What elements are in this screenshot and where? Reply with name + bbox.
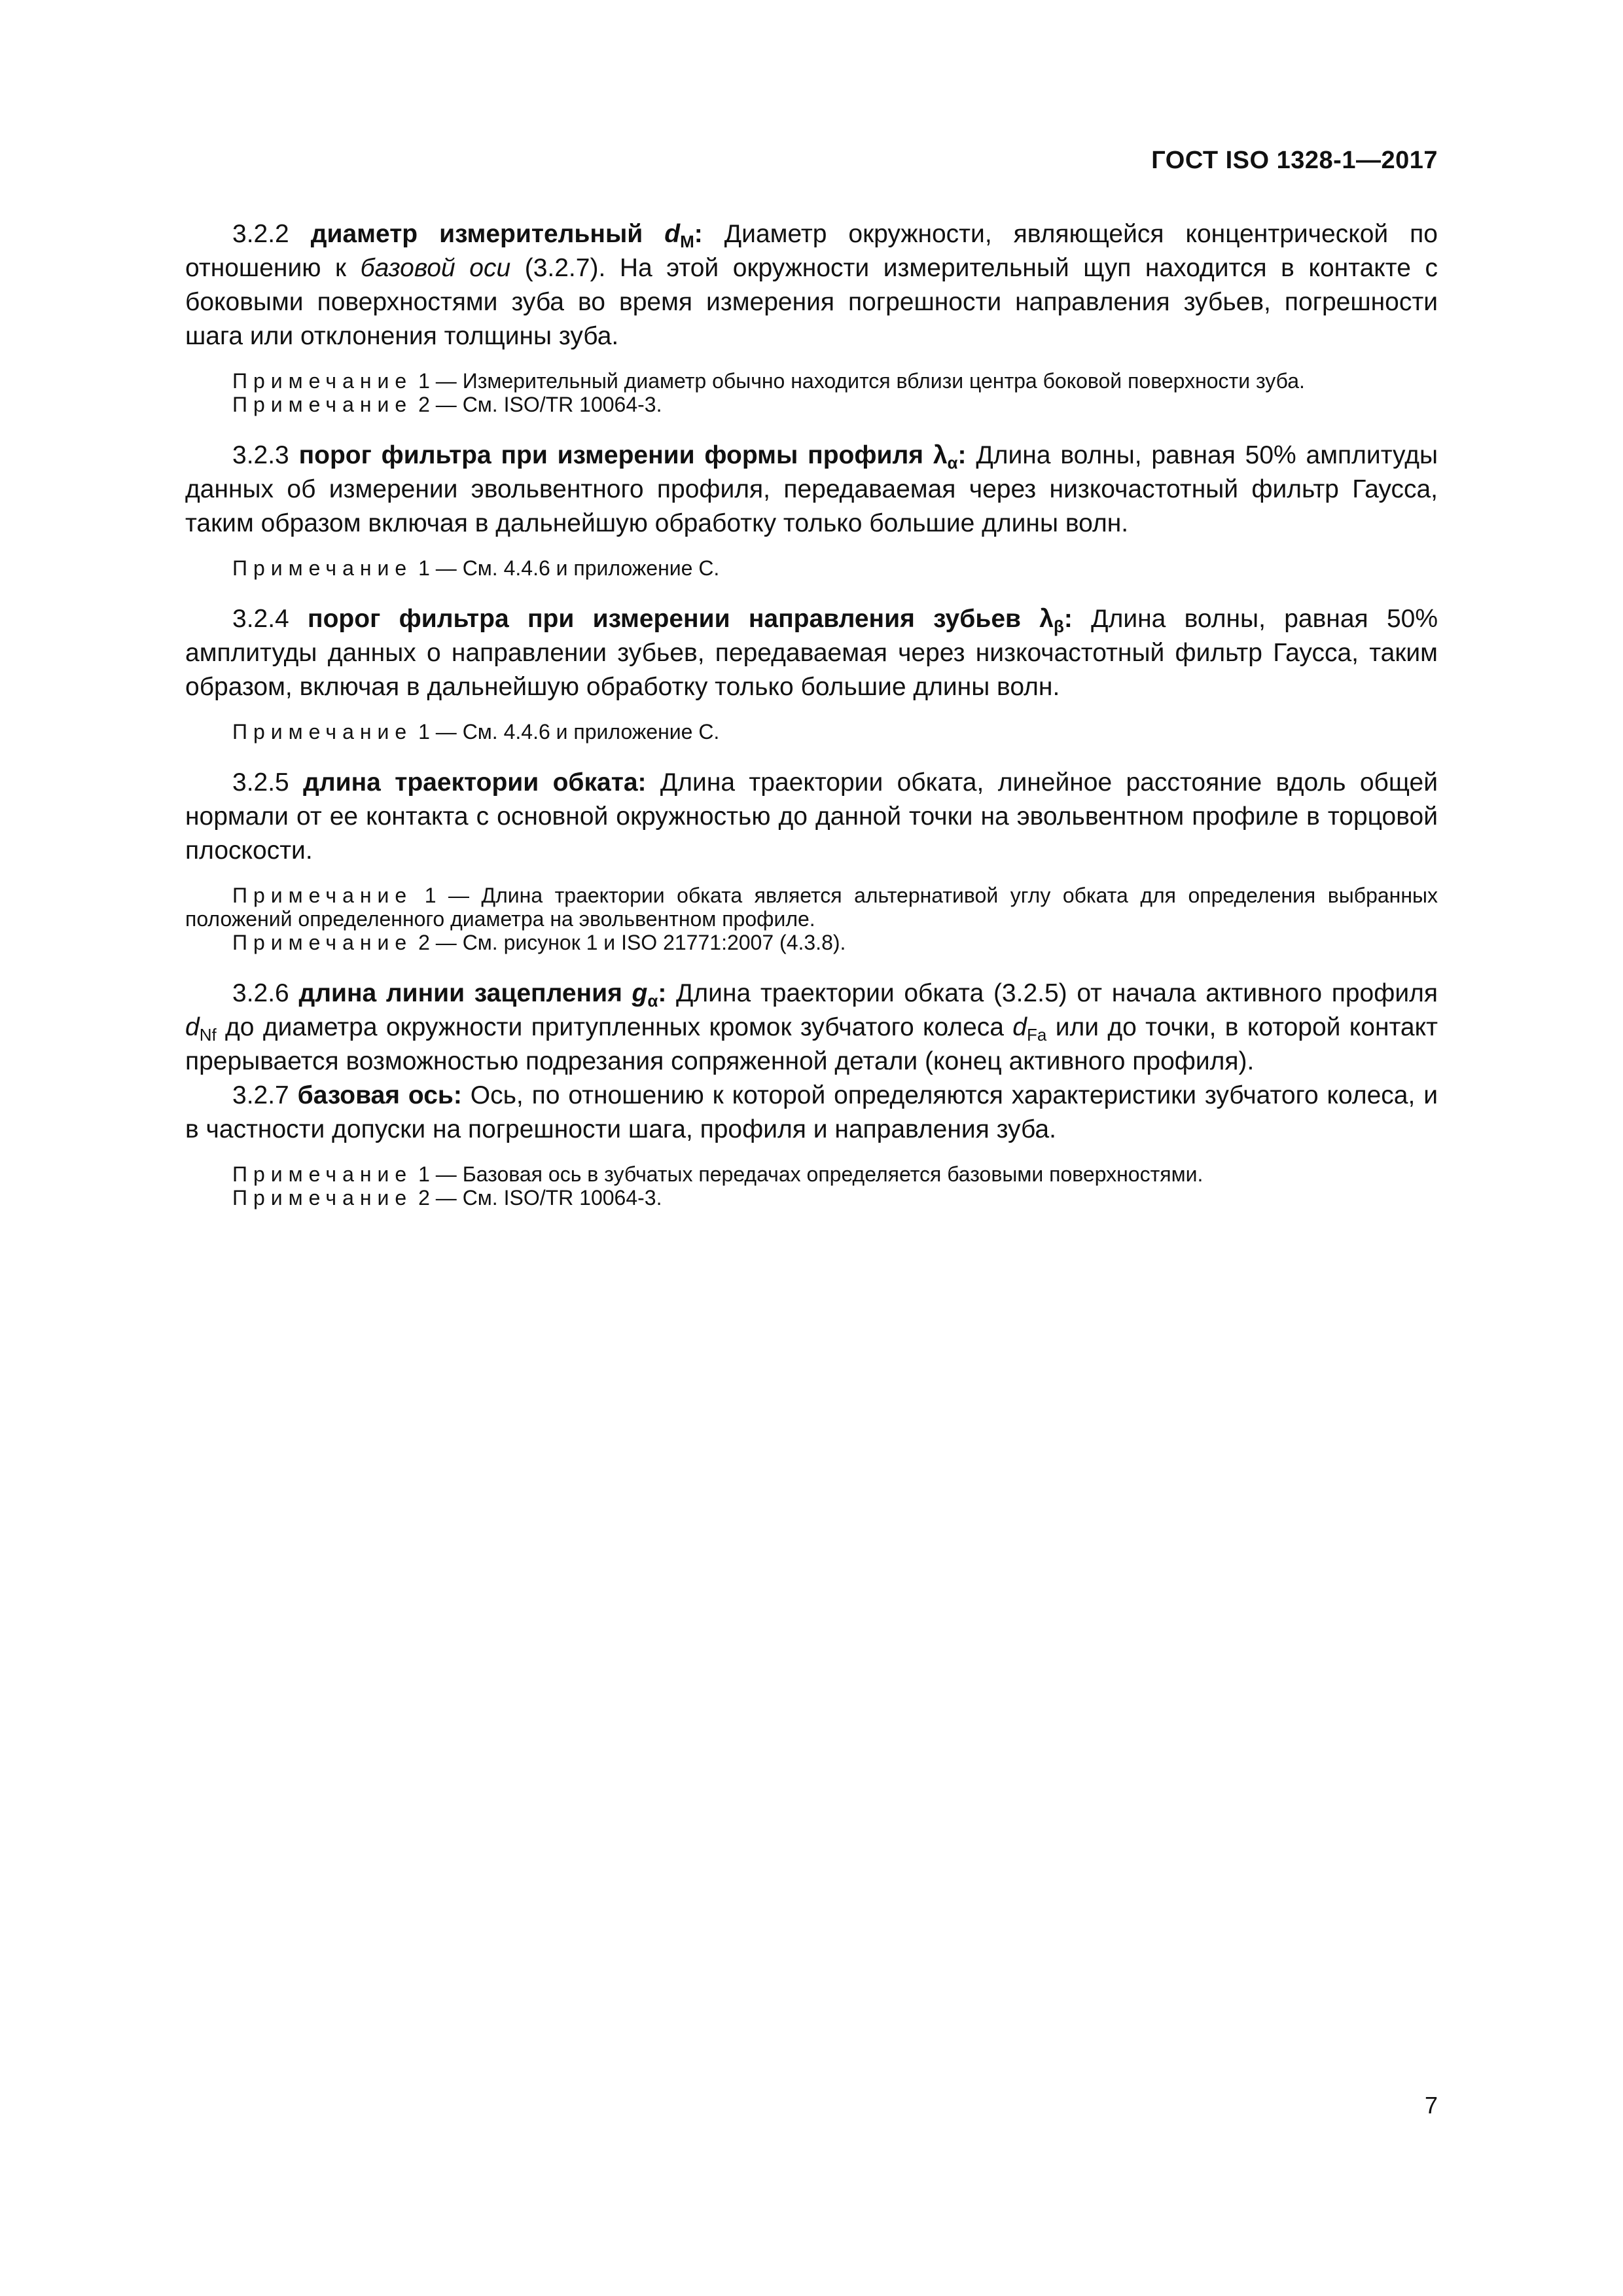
note-text: 2 — См. ISO/TR 10064-3.	[412, 393, 662, 416]
note-label: Примечание	[232, 1162, 413, 1186]
note-text: 1 — Базовая ось в зубчатых передачах определяется базовыми поверхностями.	[412, 1162, 1204, 1186]
term-definition: Длина волны, равная 50% амплитуды данных о направлении зубьев, передаваемая через низкочастотный фильтр Гаусса, таким образом, включая в дальнейшую обработку только большие длины волн.	[185, 605, 1438, 701]
notes-3-2-4	[185, 720, 1438, 744]
term-symbol-subscript: M	[680, 232, 694, 251]
term-symbol-subscript: β	[1053, 617, 1064, 636]
term-definition-continued: (3.2.7). На этой окружности измерительный щуп находится в контакте с боковыми поверхностями зуба во время измерения погрешности направления зубьев, погрешности шага или отклонения толщины зуба.	[185, 254, 1438, 350]
term-3-2-3	[185, 439, 1438, 541]
term-definition: Длина траектории обката (3.2.5) от начала активного профиля	[666, 979, 1438, 1007]
term-title: порог фильтра при измерении формы профиля	[298, 441, 933, 469]
note	[185, 931, 1438, 954]
notes-3-2-2	[185, 369, 1438, 416]
term-3-2-4	[185, 602, 1438, 704]
term-colon: :	[1063, 605, 1073, 633]
note	[185, 884, 1438, 931]
note-label: Примечание	[232, 720, 413, 744]
term-symbol: d	[664, 220, 681, 248]
note-label: Примечание	[232, 393, 413, 416]
term-number: 3.2.6	[232, 979, 299, 1007]
term-symbol: g	[632, 979, 648, 1007]
symbol-d-nf-subscript: Nf	[199, 1025, 217, 1045]
symbol-d-fa: d	[1012, 1013, 1027, 1041]
note-text: 1 — Измерительный диаметр обычно находится вблизи центра боковой поверхности зуба.	[412, 369, 1305, 393]
term-definition-end: или до точки, в которой контакт прерывается возможностью подрезания сопряженной детали (конец активного профиля).	[185, 1013, 1438, 1075]
term-number: 3.2.3	[232, 441, 299, 469]
note	[185, 393, 1438, 416]
term-title: длина траектории обката:	[303, 768, 647, 797]
term-number: 3.2.2	[232, 220, 311, 248]
term-colon: :	[694, 220, 703, 248]
term-title: порог фильтра при измерении направления зубьев	[308, 605, 1040, 633]
term-symbol-subscript: α	[647, 991, 658, 1011]
note-label: Примечание	[232, 1186, 413, 1210]
page-number: 7	[1424, 2092, 1438, 2119]
note	[185, 556, 1438, 580]
term-definition-continued: до диаметра окружности притупленных кромок зубчатого колеса	[216, 1013, 1013, 1041]
note	[185, 1186, 1438, 1210]
term-3-2-2	[185, 217, 1438, 353]
notes-3-2-3	[185, 556, 1438, 580]
term-3-2-5	[185, 766, 1438, 868]
note	[185, 369, 1438, 393]
term-definition: Диаметр окружности, являющейся концентрической по отношению к	[185, 220, 1438, 282]
symbol-d-nf: d	[185, 1013, 200, 1041]
term-symbol: λ	[1039, 605, 1054, 633]
notes-3-2-7	[185, 1162, 1438, 1210]
note-label: Примечание	[232, 369, 413, 393]
note-text: 1 — См. 4.4.6 и приложение С.	[412, 556, 720, 580]
note	[185, 1162, 1438, 1186]
note-label: Примечание	[232, 931, 413, 954]
term-number: 3.2.7	[232, 1081, 298, 1109]
term-definition: Длина траектории обката, линейное расстояние вдоль общей нормали от ее контакта с основной окружностью до данной точки на эвольвентном профиле в торцовой плоскости.	[185, 768, 1438, 865]
term-symbol: λ	[933, 441, 948, 469]
term-3-2-7	[185, 1079, 1438, 1147]
note-text: 2 — См. рисунок 1 и ISO 21771:2007 (4.3.8).	[412, 931, 846, 954]
document-body	[185, 217, 1438, 1232]
term-reference-italic: базовой оси	[360, 254, 511, 282]
term-definition: Длина волны, равная 50% амплитуды данных об измерении эвольвентного профиля, передаваемая через низкочастотный фильтр Гаусса, таким образом включая в дальнейшую обработку только большие длины волн.	[185, 441, 1438, 537]
term-symbol-subscript: α	[947, 453, 958, 473]
term-number: 3.2.4	[232, 605, 308, 633]
term-title: базовая ось:	[297, 1081, 462, 1109]
term-number: 3.2.5	[232, 768, 304, 797]
note-label: Примечание	[232, 556, 413, 580]
term-title: диаметр измерительный	[310, 220, 665, 248]
note	[185, 720, 1438, 744]
notes-3-2-5	[185, 884, 1438, 954]
note-text: 2 — См. ISO/TR 10064-3.	[412, 1186, 662, 1210]
term-colon: :	[658, 979, 667, 1007]
term-title: длина линии зацепления	[298, 979, 632, 1007]
note-text: 1 — См. 4.4.6 и приложение С.	[412, 720, 720, 744]
note-text: 1 — Длина траектории обката является альтернативой углу обката для определения выбранных положений определенного диаметра на эвольвентном профиле.	[185, 884, 1438, 931]
term-colon: :	[957, 441, 967, 469]
symbol-d-fa-subscript: Fa	[1027, 1025, 1047, 1045]
note-label: Примечание	[232, 884, 413, 907]
standard-header: ГОСТ ISO 1328-1—2017	[1151, 147, 1438, 174]
term-definition: Ось, по отношению к которой определяются характеристики зубчатого колеса, и в частности допуски на погрешности шага, профиля и направления зуба.	[185, 1081, 1438, 1143]
term-3-2-6	[185, 977, 1438, 1079]
